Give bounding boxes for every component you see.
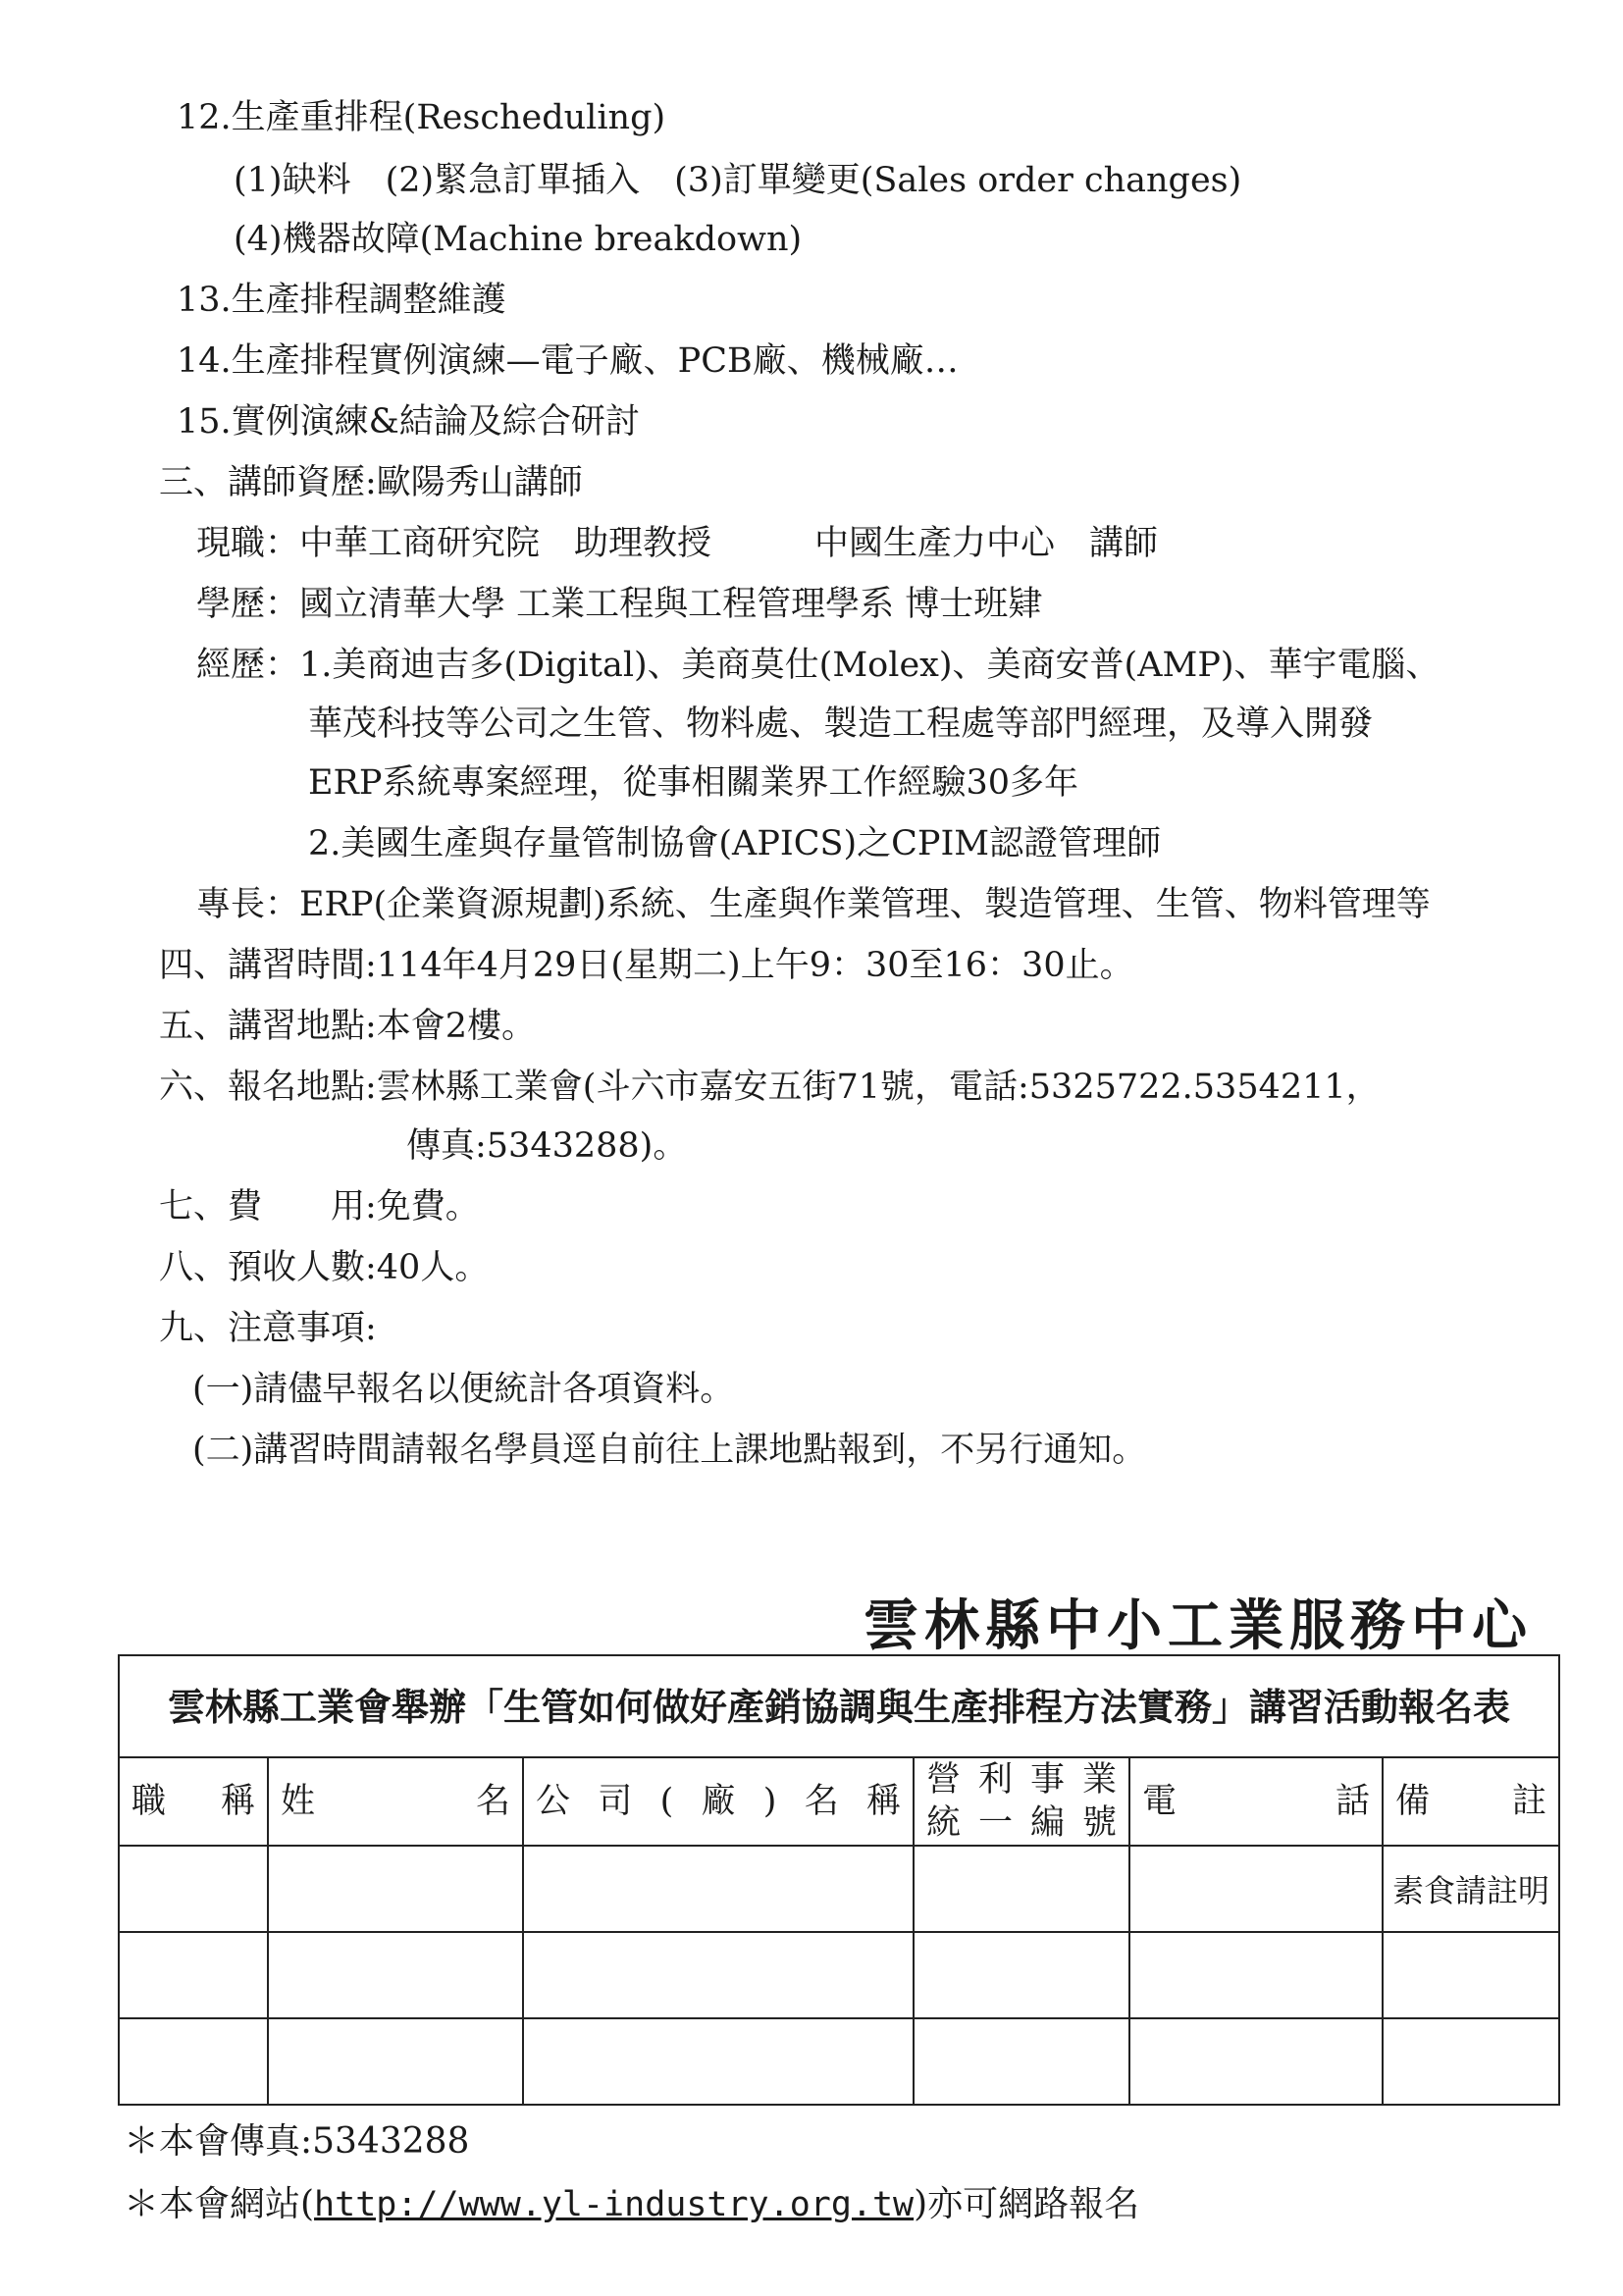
instructor-experience-line: 經歷：1.美商迪吉多(Digital)、美商莫仕(Molex)、美商安普(AMP)、華宇電腦、 (196, 646, 1440, 685)
entry-company-cell[interactable] (524, 1933, 915, 2017)
section-note-1: (一)請儘早報名以便統計各項資料。 (192, 1370, 735, 1409)
col-char: 姓 (281, 1782, 316, 1821)
registration-form (118, 1654, 1560, 2106)
col-char: 號 (1081, 1803, 1117, 1843)
section-registration-fax: 傳真:5343288)。 (406, 1126, 688, 1166)
instructor-heading: 三、講師資歷:歐陽秀山講師 (159, 463, 583, 502)
section-time: 四、講習時間:114年4月29日(星期二)上午9：30至16：30止。 (159, 946, 1134, 985)
col-char: 稱 (865, 1782, 901, 1821)
entry-phone-cell[interactable] (1130, 2019, 1384, 2106)
col-char: 業 (1081, 1760, 1117, 1800)
footer-fax: ＊本會傳真:5343288 (124, 2121, 470, 2162)
section-location: 五、講習地點:本會2樓。 (159, 1007, 537, 1046)
form-entry-row (120, 1847, 1558, 1933)
instructor-experience-line: 2.美國生產與存量管制協會(APICS)之CPIM認證管理師 (308, 824, 1162, 863)
col-char: 公 (536, 1782, 571, 1821)
entry-remark-cell[interactable] (1384, 1933, 1558, 2017)
col-char: 話 (1335, 1782, 1370, 1821)
form-entry-row (120, 2019, 1558, 2106)
col-header-tax-id (915, 1758, 1130, 1845)
course-item-12: 12.生產重排程(Rescheduling) (177, 98, 666, 137)
footer-website-prefix: ＊本會網站( (124, 2184, 315, 2224)
col-char: ) (762, 1782, 777, 1821)
entry-company-cell[interactable] (524, 1847, 915, 1931)
course-item-12-sub-1: (1)缺料 (2)緊急訂單插入 (3)訂單變更(Sales order changes) (234, 161, 1242, 200)
col-char: 備 (1395, 1782, 1431, 1821)
footer-website (124, 2182, 1139, 2227)
col-header-phone (1130, 1758, 1384, 1845)
col-char: 事 (1029, 1760, 1065, 1800)
entry-tax-id-cell[interactable] (915, 1933, 1130, 2017)
instructor-expertise: 專長：ERP(企業資源規劃)系統、生產與作業管理、製造管理、生管、物料管理等 (196, 885, 1431, 924)
entry-company-cell[interactable] (524, 2019, 915, 2106)
entry-phone-cell[interactable] (1130, 1847, 1384, 1931)
col-char: 名 (475, 1782, 510, 1821)
course-item-14: 14.生產排程實例演練—電子廠、PCB廠、機械廠… (177, 341, 959, 381)
entry-title-cell[interactable] (120, 2019, 269, 2106)
form-entry-row (120, 1933, 1558, 2019)
col-char: 編 (1029, 1803, 1065, 1843)
instructor-current-position: 現職：中華工商研究院 助理教授 中國生產力中心 講師 (196, 524, 1159, 563)
instructor-experience-line: 華茂科技等公司之生管、物料處、製造工程處等部門經理，及導入開發 (308, 704, 1374, 744)
col-char: 職 (131, 1782, 167, 1821)
col-header-company (524, 1758, 915, 1845)
section-note-2: (二)講習時間請報名學員逕自前往上課地點報到，不另行通知。 (192, 1431, 1147, 1470)
entry-remark-cell[interactable] (1384, 2019, 1558, 2106)
col-char: 營 (926, 1760, 962, 1800)
footer-website-suffix: )亦可網路報名 (914, 2184, 1140, 2224)
col-char: 一 (977, 1803, 1013, 1843)
entry-tax-id-cell[interactable] (915, 2019, 1130, 2106)
form-header-row (120, 1758, 1558, 1847)
entry-phone-cell[interactable] (1130, 1933, 1384, 2017)
entry-name-cell[interactable] (269, 2019, 524, 2106)
instructor-experience-line: ERP系統專案經理，從事相關業界工作經驗30多年 (308, 763, 1078, 803)
entry-title-cell[interactable] (120, 1933, 269, 2017)
col-char: 利 (977, 1760, 1013, 1800)
form-title: 雲林縣工業會舉辦「生管如何做好產銷協調與生產排程方法實務」講習活動報名表 (120, 1656, 1558, 1758)
organization-name: 雲林縣中小工業服務中心 (864, 1593, 1533, 1658)
course-item-15: 15.實例演練&結論及綜合研討 (177, 402, 640, 442)
website-link[interactable]: http://www.yl-industry.org.tw (314, 2185, 915, 2224)
col-char: 廠 (701, 1782, 736, 1821)
vegetarian-note: 素食請註明 (1391, 1872, 1549, 1909)
col-header-title (120, 1758, 269, 1845)
entry-tax-id-cell[interactable] (915, 1847, 1130, 1931)
section-capacity: 八、預收人數:40人。 (159, 1248, 490, 1287)
entry-remark-cell[interactable] (1384, 1847, 1558, 1931)
col-char: ( (659, 1782, 674, 1821)
col-char: 電 (1142, 1782, 1178, 1821)
section-registration: 六、報名地點:雲林縣工業會(斗六市嘉安五街71號，電話:5325722.5354211， (159, 1068, 1381, 1107)
entry-title-cell[interactable] (120, 1847, 269, 1931)
course-item-13: 13.生產排程調整維護 (177, 281, 506, 320)
col-char: 統 (926, 1803, 962, 1843)
entry-name-cell[interactable] (269, 1933, 524, 2017)
section-notes-heading: 九、注意事項: (159, 1309, 377, 1348)
col-char: 註 (1511, 1782, 1546, 1821)
course-item-12-sub-2: (4)機器故障(Machine breakdown) (234, 220, 803, 259)
entry-name-cell[interactable] (269, 1847, 524, 1931)
col-char: 名 (804, 1782, 839, 1821)
section-fee: 七、費 用:免費。 (159, 1187, 480, 1226)
col-char: 司 (598, 1782, 633, 1821)
col-header-remark (1384, 1758, 1558, 1845)
col-char: 稱 (220, 1782, 255, 1821)
instructor-education: 學歷：國立清華大學 工業工程與工程管理學系 博士班肄 (196, 585, 1043, 624)
col-header-name (269, 1758, 524, 1845)
